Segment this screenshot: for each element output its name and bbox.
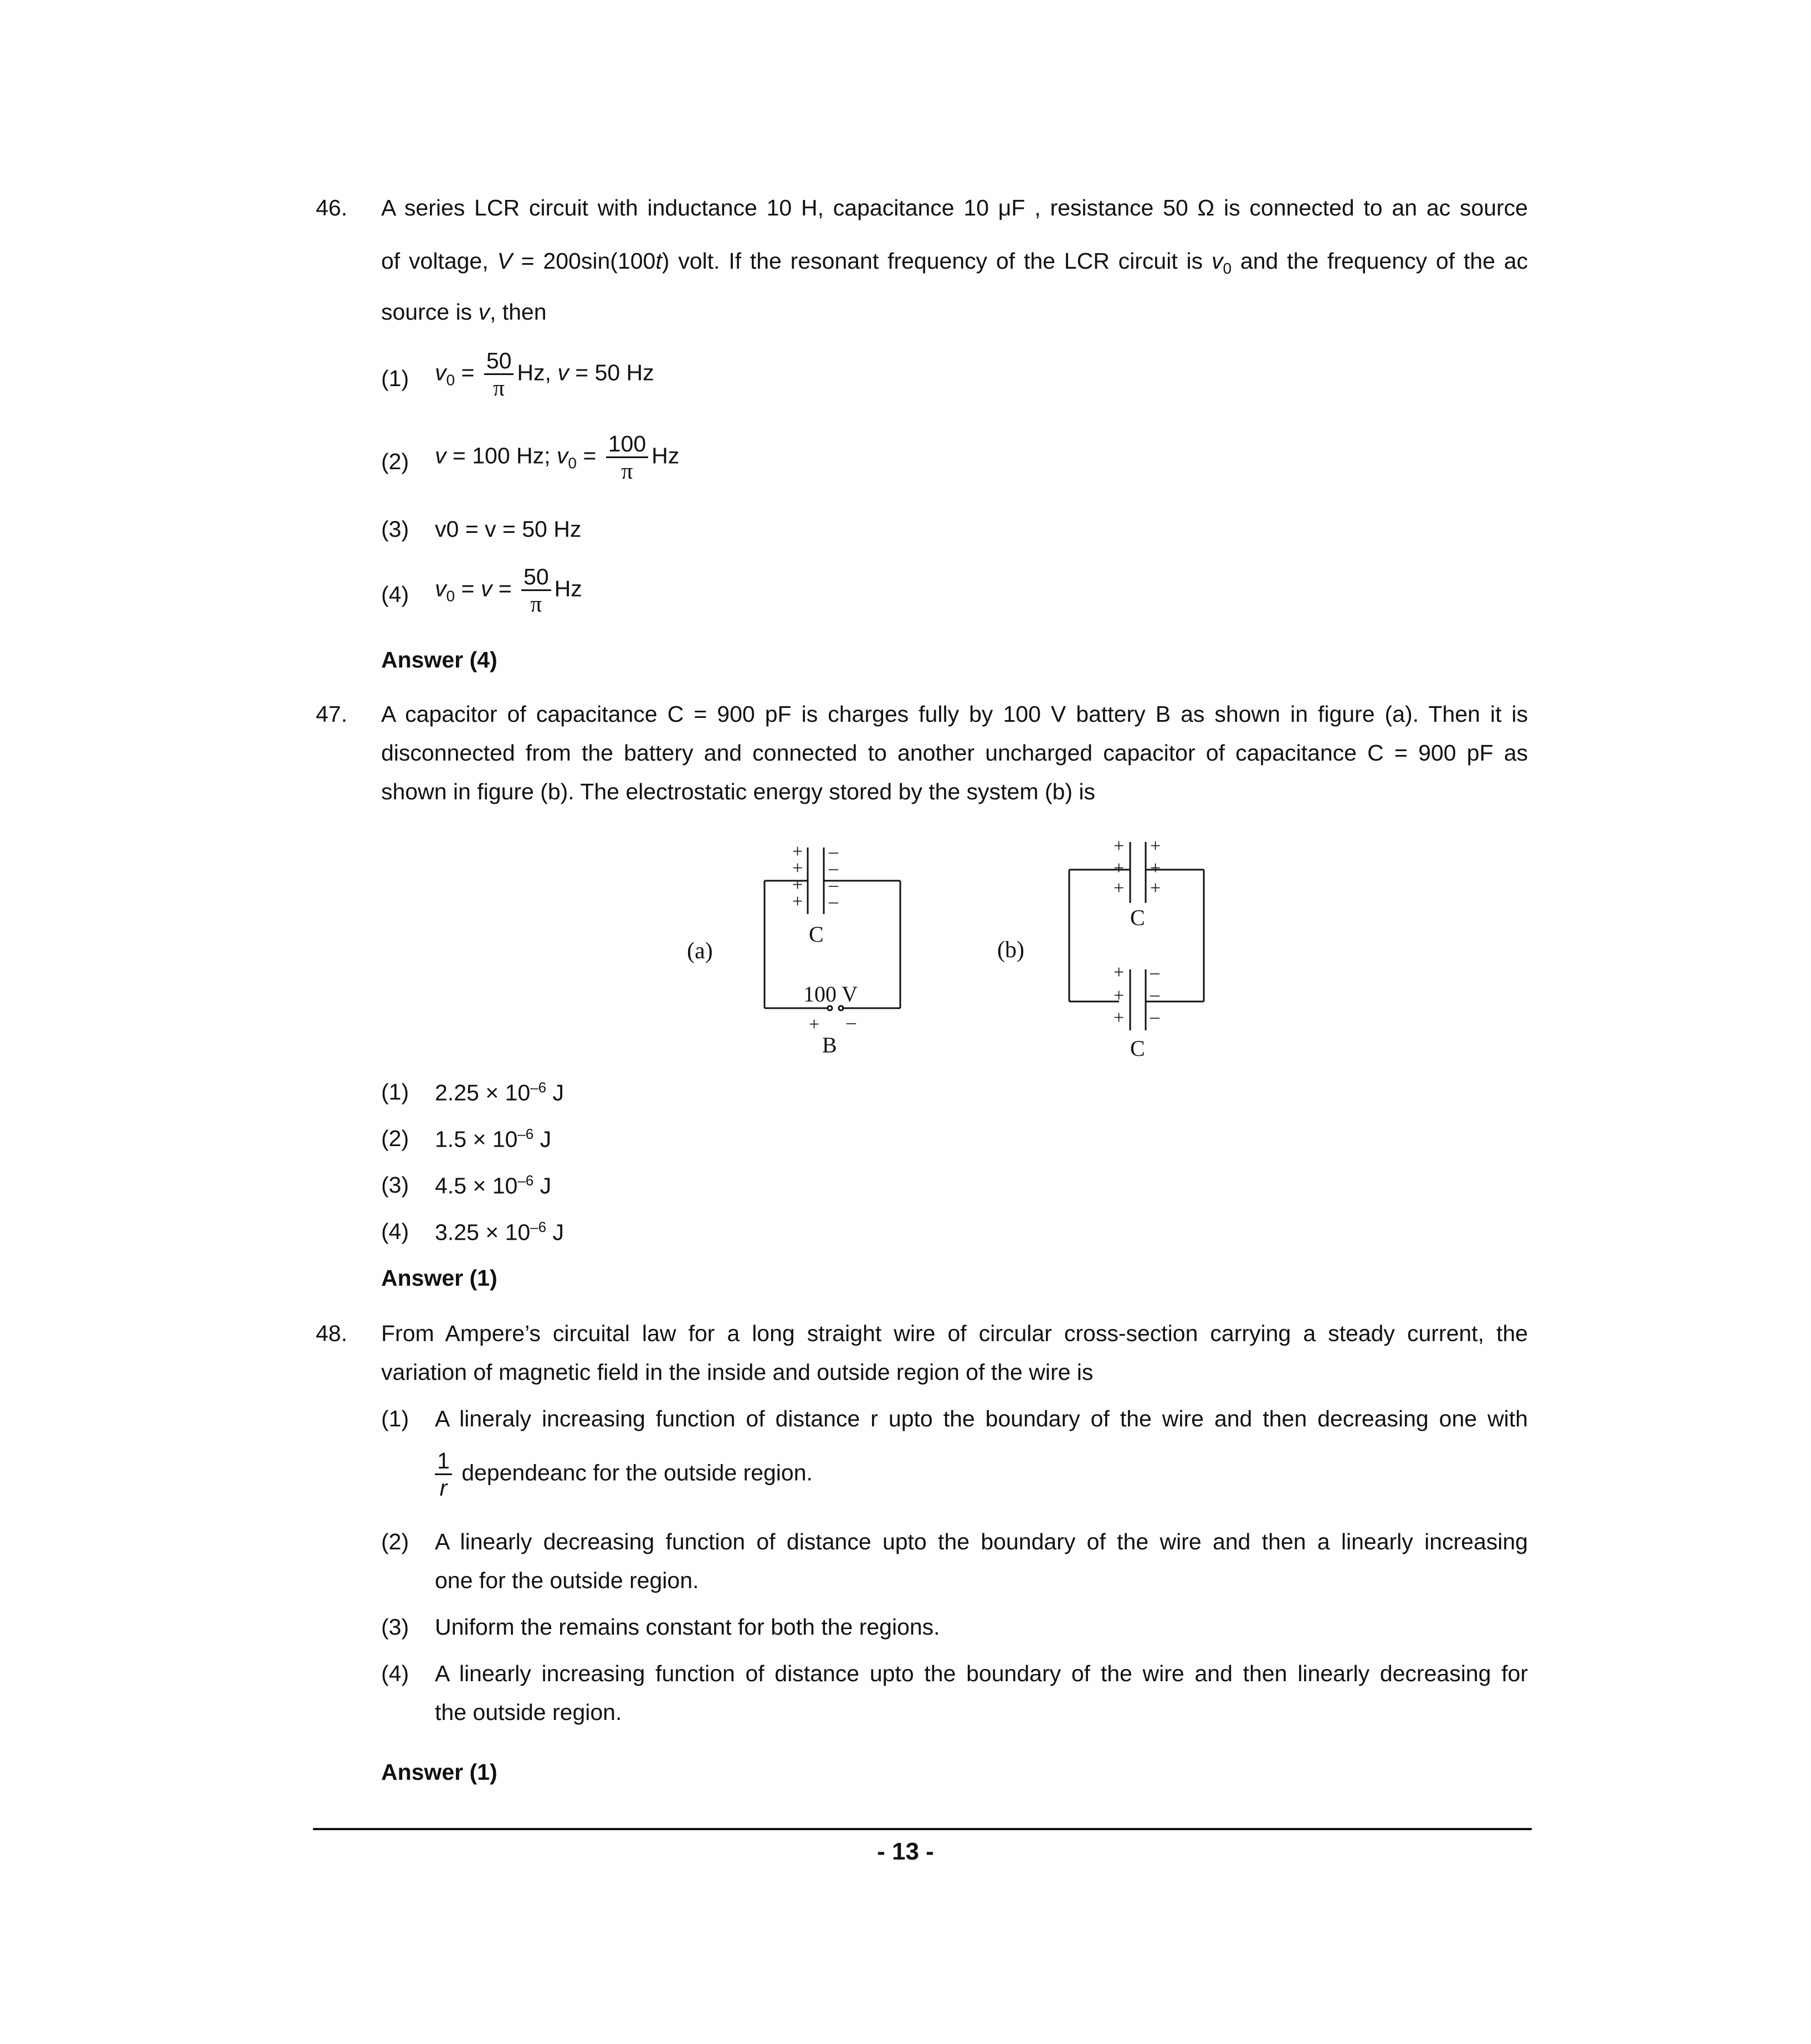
question-text: variation of magnetic field in the inside and outside region of the wire is	[381, 1359, 1094, 1385]
question-text: of voltage, V = 200sin(100t) volt. If the resonant frequency of the LCR circuit is $v_0$ and the frequency of the ac	[381, 248, 1528, 278]
fraction: $\frac{50}{\pi}$	[521, 564, 551, 617]
option-number: (4)	[381, 1219, 409, 1244]
option-number: (3)	[381, 1614, 409, 1640]
option-text: A linearly decreasing function of distance upto the boundary of the wire and then a linearly increasing	[435, 1529, 1528, 1554]
option-text: $2.25 \times 10^{-6}$ J	[435, 1079, 564, 1106]
capacitor-label: C	[1130, 1036, 1145, 1061]
question-number: 48.	[316, 1321, 347, 1346]
option-text: $\frac{1}{r}$ dependeanc for the outside region.	[435, 1448, 813, 1501]
battery-minus: –	[846, 1012, 856, 1033]
charge-sign: +	[1114, 858, 1125, 879]
capacitor-label: C	[809, 922, 824, 947]
charge-sign: +	[792, 858, 803, 879]
fraction: $\frac{1}{r}$	[435, 1448, 452, 1501]
option-text: $v_0 = v$ = $\frac{50}{\pi}$ Hz	[435, 564, 582, 617]
option-text: Uniform the remains constant for both the regions.	[435, 1614, 940, 1640]
option-text: one for the outside region.	[435, 1568, 699, 1593]
option-text: v0 = v = 50 Hz	[435, 516, 582, 542]
charge-sign: +	[1114, 1008, 1125, 1028]
charge-sign: +	[1150, 858, 1161, 879]
option-text: $4.5 \times 10^{-6}$ J	[435, 1172, 552, 1199]
charge-sign: +	[792, 875, 803, 895]
capacitor-label: C	[1130, 905, 1145, 930]
question-text: From Ampere’s circuital law for a long straight wire of circular cross-section carrying a steady current, the	[381, 1321, 1528, 1346]
answer-label: Answer (1)	[381, 1265, 497, 1291]
figure-label-a: (a)	[687, 938, 713, 964]
option-text: the outside region.	[435, 1699, 622, 1725]
option-number: (2)	[381, 1529, 409, 1554]
charge-sign: –	[1150, 1006, 1160, 1027]
figure-label-b: (b)	[997, 937, 1024, 963]
option-number: (1)	[381, 1406, 409, 1431]
question-text: A capacitor of capacitance C = 900 pF is charges fully by 100 V battery B as shown in figure (a). Then it is	[381, 701, 1528, 727]
option-number: (2)	[381, 1126, 409, 1151]
option-number: (4)	[381, 1661, 409, 1686]
charge-sign: –	[829, 891, 838, 912]
battery-voltage: 100 V	[803, 982, 858, 1006]
question-text: disconnected from the battery and connected to another uncharged capacitor of capacitance C = 900 pF as	[381, 740, 1528, 766]
option-text: $v_0$ = $\frac{50}{\pi}$ Hz, v = 50 Hz	[435, 348, 654, 400]
option-number: (3)	[381, 516, 409, 542]
question-number: 47.	[316, 701, 347, 727]
charge-sign: –	[829, 858, 838, 879]
battery-label: B	[822, 1033, 837, 1057]
circuit-diagram	[687, 825, 1263, 1069]
option-text: A lineraly increasing function of distance r upto the boundary of the wire and then decreasing one with	[435, 1406, 1528, 1431]
question-text: A series LCR circuit with inductance 10 H, capacitance 10 μF , resistance 50 Ω is connected to an ac source	[381, 195, 1528, 220]
fraction: $\frac{50}{\pi}$	[484, 348, 514, 400]
charge-sign: –	[829, 875, 838, 895]
question-text: shown in figure (b). The electrostatic energy stored by the system (b) is	[381, 779, 1096, 804]
option-text: $1.5 \times 10^{-6}$ J	[435, 1126, 552, 1152]
option-number: (1)	[381, 1079, 409, 1105]
charge-sign: +	[1114, 962, 1125, 983]
option-text: A linearly increasing function of distance upto the boundary of the wire and then linearly decreasing for	[435, 1661, 1528, 1686]
answer-label: Answer (1)	[381, 1759, 497, 1785]
charge-sign: –	[829, 841, 838, 862]
fraction: $\frac{100}{\pi}$	[606, 431, 648, 484]
question-text: source is v, then	[381, 299, 547, 325]
charge-sign: –	[1150, 984, 1160, 1005]
question-number: 46.	[316, 195, 347, 220]
option-number: (4)	[381, 582, 409, 607]
option-text: v = 100 Hz; $v_0$ = $\frac{100}{\pi}$ Hz	[435, 431, 680, 484]
option-text: $3.25 \times 10^{-6}$ J	[435, 1219, 564, 1245]
answer-label: Answer (4)	[381, 647, 497, 672]
page-number: - 13 -	[877, 1838, 934, 1865]
option-number: (1)	[381, 366, 409, 391]
charge-sign: +	[792, 891, 803, 912]
option-number: (2)	[381, 449, 409, 474]
option-number: (3)	[381, 1172, 409, 1198]
charge-sign: +	[1114, 878, 1125, 898]
charge-sign: –	[1150, 962, 1160, 983]
battery-plus: +	[809, 1014, 820, 1035]
charge-sign: +	[1114, 836, 1125, 856]
charge-sign: +	[1150, 878, 1161, 898]
footer-divider	[313, 1828, 1532, 1830]
charge-sign: +	[1150, 836, 1161, 856]
charge-sign: +	[1114, 985, 1125, 1006]
charge-sign: +	[792, 841, 803, 862]
